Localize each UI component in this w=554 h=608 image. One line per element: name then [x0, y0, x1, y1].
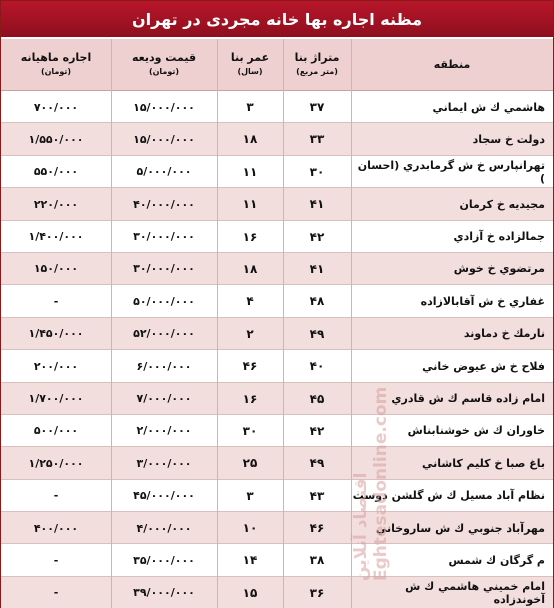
cell-region: تهرانپارس خ ش گرمابدري (احسان )	[357, 158, 545, 185]
cell-age: ۴	[246, 294, 254, 309]
table-row	[1, 512, 553, 544]
cell-region: مرتضوي خ خوش	[453, 262, 545, 276]
cell-region: باغ صبا خ كليم كاشاني	[421, 456, 545, 470]
cell-age: ۳	[246, 488, 254, 503]
table-title: مظنه اجاره بها خانه مجردی در تهران	[1, 1, 553, 37]
cell-rent: -	[53, 294, 59, 308]
cell-area: ۴۹	[309, 456, 325, 471]
table-row	[1, 156, 553, 188]
table-body	[1, 91, 553, 608]
cell-age: ۳۰	[242, 423, 258, 438]
watermark: اقتصاد آنلاين Eghtesadonline.com	[351, 386, 391, 581]
cell-rent: ۱/۵۵۰/۰۰۰	[28, 132, 84, 146]
cell-region: فلاح خ ش عيوض خاني	[422, 359, 545, 373]
cell-deposit: ۲/۰۰۰/۰۰۰	[136, 424, 192, 438]
cell-region: مهرآباد جنوبي ك ش ساروخاني	[375, 521, 545, 535]
header-region-label: منطقه	[433, 58, 471, 71]
table-row	[1, 188, 553, 220]
cell-rent: ۱/۴۰۰/۰۰۰	[28, 230, 84, 244]
table-row	[1, 447, 553, 479]
table-row	[1, 350, 553, 382]
cell-region: هاشمي ك ش ايماني	[432, 100, 545, 114]
table-row	[1, 285, 553, 317]
cell-rent: ۱۵۰/۰۰۰	[33, 262, 79, 276]
cell-area: ۴۱	[309, 261, 325, 276]
cell-deposit: ۴۵/۰۰۰/۰۰۰	[133, 489, 195, 503]
cell-rent: -	[53, 489, 59, 503]
cell-deposit: ۱۵/۰۰۰/۰۰۰	[133, 132, 195, 146]
cell-area: ۳۳	[309, 132, 325, 147]
cell-deposit: ۵۰/۰۰۰/۰۰۰	[133, 294, 195, 308]
column-divider	[111, 39, 112, 608]
cell-area: ۴۲	[309, 229, 325, 244]
cell-area: ۳۰	[309, 164, 325, 179]
cell-rent: ۱/۲۵۰/۰۰۰	[28, 456, 84, 470]
cell-area: ۴۲	[309, 423, 325, 438]
cell-region: دولت خ سجاد	[472, 132, 545, 146]
column-divider	[283, 39, 284, 608]
header-age-label: عمر بنا	[230, 51, 270, 64]
header-deposit-unit: (تومان)	[148, 67, 180, 76]
cell-area: ۴۶	[309, 521, 325, 536]
cell-rent: ۱/۷۰۰/۰۰۰	[28, 392, 84, 406]
cell-region: نظام آباد مسيل ك ش گلشن دوست	[352, 489, 545, 503]
cell-age: ۱۱	[242, 197, 258, 212]
header-age	[217, 39, 283, 91]
cell-deposit: ۱۵/۰۰۰/۰۰۰	[133, 100, 195, 114]
table-row	[1, 91, 553, 123]
cell-rent: ۵۵۰/۰۰۰	[33, 165, 79, 179]
header-area-label: متراژ بنا	[294, 51, 340, 64]
cell-deposit: ۴/۰۰۰/۰۰۰	[136, 521, 192, 535]
cell-deposit: ۵۲/۰۰۰/۰۰۰	[133, 327, 195, 341]
cell-rent: -	[53, 586, 59, 600]
cell-age: ۲۵	[242, 456, 258, 471]
cell-age: ۴۶	[242, 359, 258, 374]
header-area	[283, 39, 351, 91]
table-row	[1, 221, 553, 253]
cell-deposit: ۳۰/۰۰۰/۰۰۰	[133, 230, 195, 244]
cell-area: ۳۷	[309, 100, 325, 114]
cell-age: ۱۶	[242, 229, 258, 244]
cell-age: ۱۵	[242, 585, 258, 600]
cell-deposit: ۵/۰۰۰/۰۰۰	[136, 165, 192, 179]
cell-area: ۴۹	[309, 326, 325, 341]
cell-region: امام خميني هاشمي ك ش آخوندزاده	[405, 579, 545, 606]
table-row	[1, 480, 553, 512]
cell-deposit: ۶/۰۰۰/۰۰۰	[136, 359, 192, 373]
header-age-unit: (سال)	[237, 67, 263, 76]
table-row	[1, 415, 553, 447]
header-area-unit: (متر مربع)	[296, 67, 338, 76]
cell-region: غفاري خ ش آقابالازاده	[420, 294, 545, 308]
cell-area: ۴۵	[309, 391, 325, 406]
cell-deposit: ۳۹/۰۰۰/۰۰۰	[133, 586, 195, 600]
cell-region: مجيديه خ كرمان	[459, 197, 545, 211]
cell-age: ۱۰	[242, 521, 258, 536]
table-row	[1, 383, 553, 415]
cell-rent: -	[53, 553, 59, 567]
header-deposit	[111, 39, 217, 91]
cell-area: ۳۶	[309, 585, 325, 600]
cell-age: ۳	[246, 100, 254, 114]
column-divider	[351, 39, 352, 608]
cell-area: ۴۱	[309, 197, 325, 212]
table-row	[1, 318, 553, 350]
cell-region: امام زاده قاسم ك ش قادري	[391, 392, 545, 406]
cell-region: جمالزاده خ آزادي	[453, 230, 545, 244]
cell-age: ۱۸	[242, 132, 258, 147]
cell-area: ۴۳	[309, 488, 325, 503]
cell-rent: ۲۲۰/۰۰۰	[33, 197, 79, 211]
table-row	[1, 123, 553, 155]
cell-deposit: ۷/۰۰۰/۰۰۰	[136, 392, 192, 406]
cell-age: ۲	[246, 326, 254, 341]
cell-rent: ۷۰۰/۰۰۰	[33, 100, 79, 114]
cell-rent: ۵۰۰/۰۰۰	[33, 424, 79, 438]
table-row	[1, 544, 553, 576]
cell-deposit: ۳۵/۰۰۰/۰۰۰	[133, 553, 195, 567]
header-rent-label: اجاره ماهیانه	[20, 51, 92, 64]
cell-area: ۴۰	[309, 359, 325, 374]
cell-region: نارمك خ دماوند	[463, 327, 545, 341]
header-row	[1, 39, 553, 91]
table-row	[1, 577, 553, 608]
cell-region: خاوران ك ش خوشنابناش	[407, 424, 545, 438]
column-divider	[217, 39, 218, 608]
header-rent-unit: (تومان)	[40, 67, 72, 76]
cell-age: ۱۴	[242, 553, 258, 568]
cell-rent: ۴۰۰/۰۰۰	[33, 521, 79, 535]
header-region	[351, 39, 553, 91]
cell-age: ۱۱	[242, 164, 258, 179]
header-rent	[1, 39, 111, 91]
cell-deposit: ۴۰/۰۰۰/۰۰۰	[133, 197, 195, 211]
cell-age: ۱۶	[242, 391, 258, 406]
cell-area: ۳۸	[309, 553, 325, 568]
header-deposit-label: قیمت ودیعه	[131, 51, 197, 64]
cell-region: م گرگان ك شمس	[448, 553, 545, 567]
cell-deposit: ۳۰/۰۰۰/۰۰۰	[133, 262, 195, 276]
cell-age: ۱۸	[242, 261, 258, 276]
table-row	[1, 253, 553, 285]
cell-deposit: ۳/۰۰۰/۰۰۰	[136, 456, 192, 470]
cell-rent: ۲۰۰/۰۰۰	[33, 359, 79, 373]
cell-rent: ۱/۴۵۰/۰۰۰	[28, 327, 84, 341]
cell-area: ۴۸	[309, 294, 325, 309]
